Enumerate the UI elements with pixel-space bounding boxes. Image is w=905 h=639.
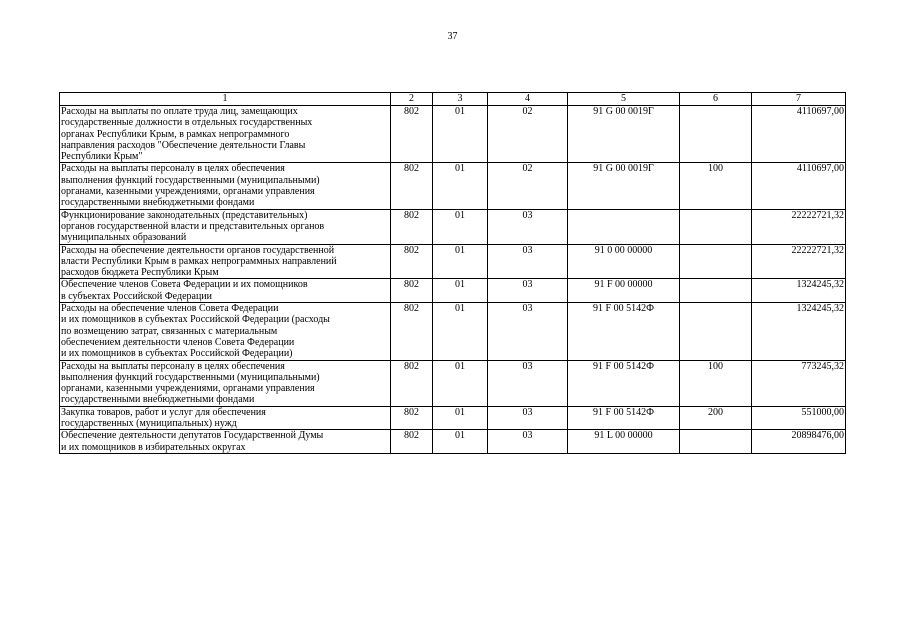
amount-cell: 1324245,32 — [752, 303, 846, 360]
header-cell-7: 7 — [752, 93, 846, 106]
ved-cell: 802 — [391, 106, 433, 163]
pr-cell: 03 — [488, 430, 568, 454]
amount-cell: 22222721,32 — [752, 209, 846, 244]
budget-table — [59, 92, 846, 454]
table-row — [60, 360, 846, 406]
rz-cell: 01 — [433, 406, 488, 430]
pr-cell: 03 — [488, 303, 568, 360]
rz-cell: 01 — [433, 279, 488, 303]
rz-cell: 01 — [433, 209, 488, 244]
row-name-cell: Функционирование законодательных (представительных) органов государственной власти и представительных органов муниципальных образований — [60, 209, 391, 244]
vr-cell — [680, 106, 752, 163]
rz-cell: 01 — [433, 163, 488, 209]
vr-cell: 100 — [680, 163, 752, 209]
amount-cell: 20898476,00 — [752, 430, 846, 454]
csr-cell: 91 G 00 0019Г — [568, 106, 680, 163]
row-name-cell: Расходы на выплаты персоналу в целях обеспечения выполнения функций государственными (муниципальными) органами, казенными учреждениями, органами управления государственными внебюджетными фондами — [60, 163, 391, 209]
rz-cell: 01 — [433, 106, 488, 163]
row-name-cell: Обеспечение деятельности депутатов Государственной Думы и их помощников в избирательных округах — [60, 430, 391, 454]
pr-cell: 03 — [488, 244, 568, 279]
amount-cell: 4110697,00 — [752, 163, 846, 209]
table-row — [60, 244, 846, 279]
amount-cell: 773245,32 — [752, 360, 846, 406]
header-cell-6: 6 — [680, 93, 752, 106]
ved-cell: 802 — [391, 430, 433, 454]
header-cell-1: 1 — [60, 93, 391, 106]
csr-cell: 91 G 00 0019Г — [568, 163, 680, 209]
header-row — [60, 93, 846, 106]
row-name-cell: Закупка товаров, работ и услуг для обеспечения государственных (муниципальных) нужд — [60, 406, 391, 430]
row-name-cell: Обеспечение членов Совета Федерации и их помощников в субъектах Российской Федерации — [60, 279, 391, 303]
csr-cell: 91 L 00 00000 — [568, 430, 680, 454]
table-row — [60, 279, 846, 303]
row-name-cell: Расходы на обеспечение членов Совета Федерации и их помощников в субъектах Российской Федерации (расходы по возмещению затрат, связанных с материальным обеспечением деятельности членов Совета Федерации и их помощников в субъектах Российской Федерации) — [60, 303, 391, 360]
vr-cell: 100 — [680, 360, 752, 406]
csr-cell: 91 0 00 00000 — [568, 244, 680, 279]
vr-cell — [680, 244, 752, 279]
pr-cell: 03 — [488, 406, 568, 430]
amount-cell: 22222721,32 — [752, 244, 846, 279]
rz-cell: 01 — [433, 244, 488, 279]
pr-cell: 03 — [488, 360, 568, 406]
table-row — [60, 430, 846, 454]
vr-cell — [680, 279, 752, 303]
csr-cell: 91 F 00 5142Ф — [568, 303, 680, 360]
page-number: 37 — [447, 31, 458, 42]
pr-cell: 02 — [488, 106, 568, 163]
ved-cell: 802 — [391, 279, 433, 303]
row-name-cell: Расходы на выплаты по оплате труда лиц, замещающих государственные должности в отдельных государственных органах Республики Крым, в рамках непрограммного направления расходов "Обеспечение деятельности Главы Республики Крым" — [60, 106, 391, 163]
vr-cell — [680, 430, 752, 454]
table-row — [60, 106, 846, 163]
header-cell-5: 5 — [568, 93, 680, 106]
pr-cell: 02 — [488, 163, 568, 209]
csr-cell: 91 F 00 5142Ф — [568, 360, 680, 406]
header-cell-3: 3 — [433, 93, 488, 106]
row-name-cell: Расходы на выплаты персоналу в целях обеспечения выполнения функций государственными (муниципальными) органами, казенными учреждениями, органами управления государственными внебюджетными фондами — [60, 360, 391, 406]
row-name-cell: Расходы на обеспечение деятельности органов государственной власти Республики Крым в рамках непрограммных направлений расходов бюджета Республики Крым — [60, 244, 391, 279]
header-cell-2: 2 — [391, 93, 433, 106]
csr-cell: 91 F 00 5142Ф — [568, 406, 680, 430]
ved-cell: 802 — [391, 209, 433, 244]
ved-cell: 802 — [391, 406, 433, 430]
ved-cell: 802 — [391, 163, 433, 209]
vr-cell — [680, 209, 752, 244]
header-cell-4: 4 — [488, 93, 568, 106]
table-row — [60, 209, 846, 244]
rz-cell: 01 — [433, 303, 488, 360]
table-row — [60, 163, 846, 209]
amount-cell: 1324245,32 — [752, 279, 846, 303]
pr-cell: 03 — [488, 279, 568, 303]
table-row — [60, 303, 846, 360]
csr-cell — [568, 209, 680, 244]
amount-cell: 551000,00 — [752, 406, 846, 430]
table-row — [60, 406, 846, 430]
ved-cell: 802 — [391, 244, 433, 279]
rz-cell: 01 — [433, 430, 488, 454]
csr-cell: 91 F 00 00000 — [568, 279, 680, 303]
pr-cell: 03 — [488, 209, 568, 244]
ved-cell: 802 — [391, 360, 433, 406]
ved-cell: 802 — [391, 303, 433, 360]
rz-cell: 01 — [433, 360, 488, 406]
amount-cell: 4110697,00 — [752, 106, 846, 163]
vr-cell — [680, 303, 752, 360]
vr-cell: 200 — [680, 406, 752, 430]
